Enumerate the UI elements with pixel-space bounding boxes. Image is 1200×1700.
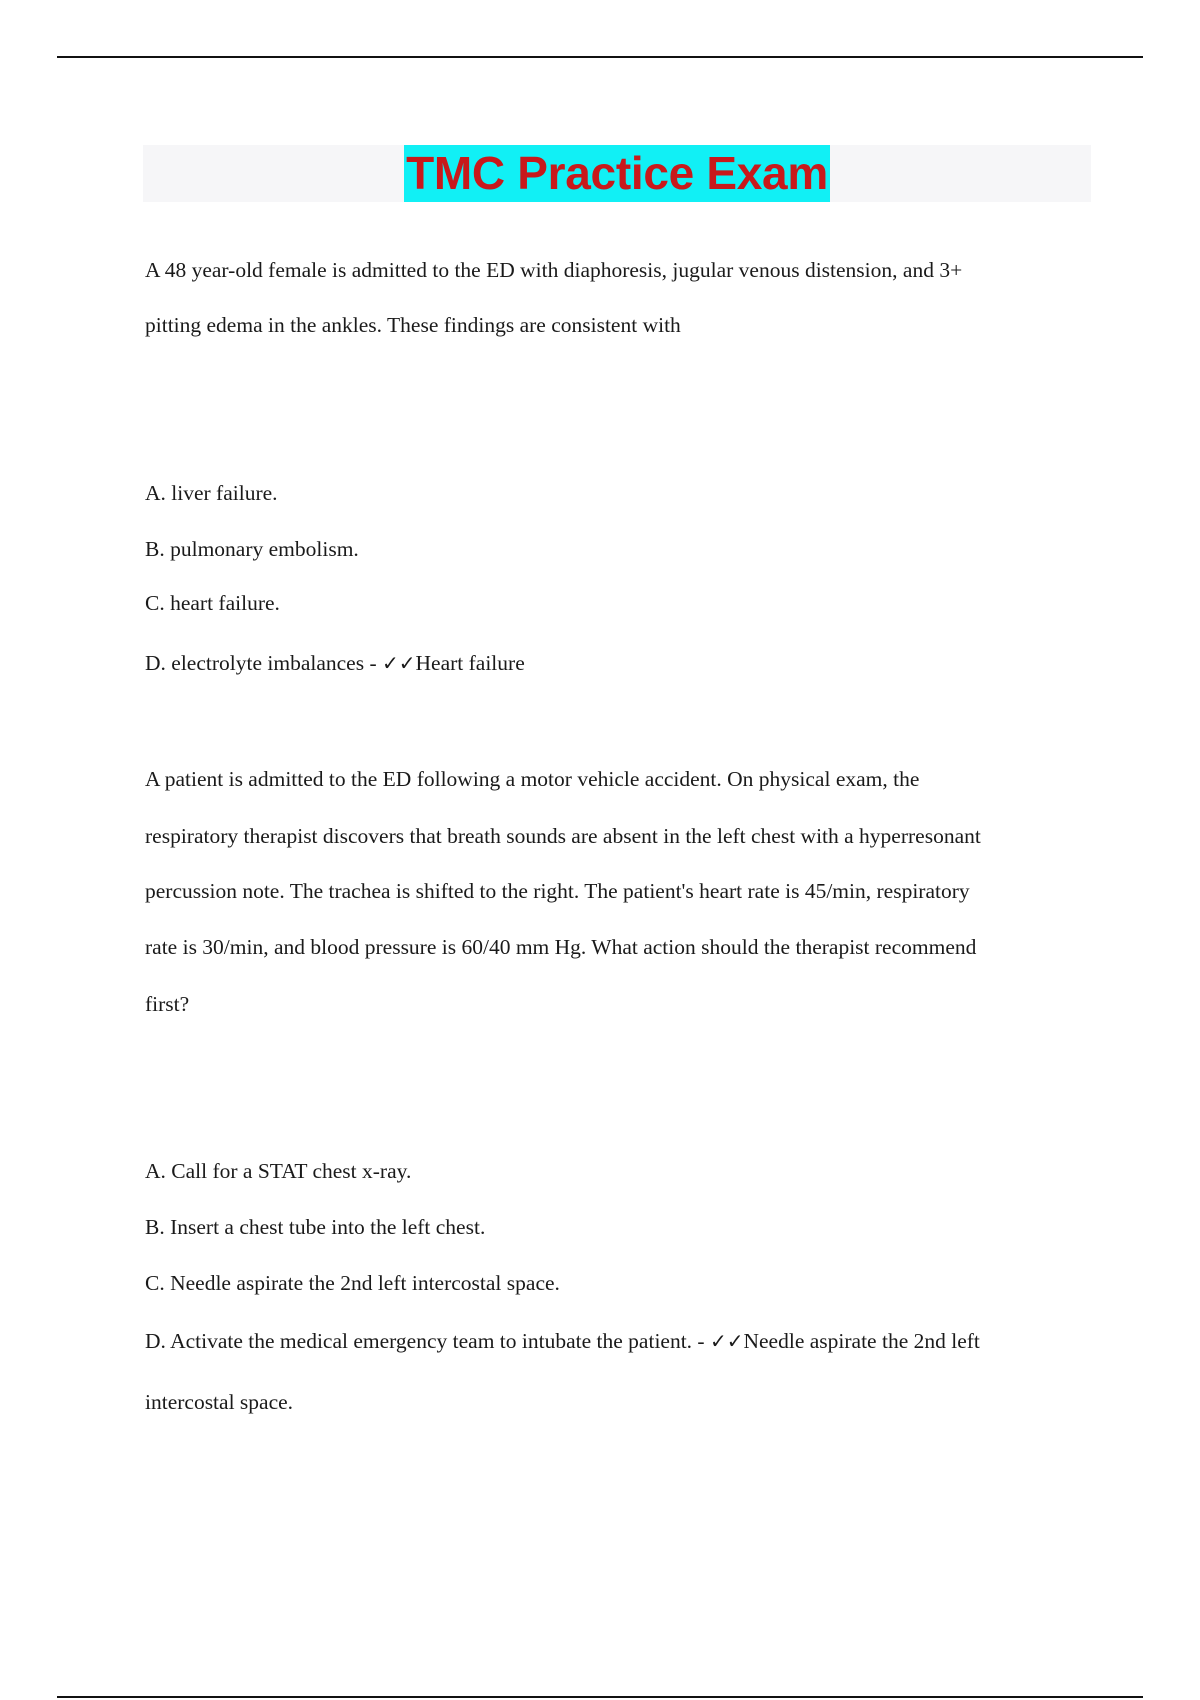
document-title: TMC Practice Exam: [404, 145, 830, 202]
question-2-stem-line: A patient is admitted to the ED following a motor vehicle accident. On physical exam, the: [145, 767, 920, 791]
question-2-option-a: A. Call for a STAT chest x-ray.: [145, 1159, 412, 1183]
question-2-stem-line: percussion note. The trachea is shifted to the right. The patient's heart rate is 45/min, respiratory: [145, 879, 970, 903]
question-1-option-c: C. heart failure.: [145, 591, 280, 615]
question-2-option-c: C. Needle aspirate the 2nd left intercostal space.: [145, 1271, 560, 1295]
question-1-option-a: A. liver failure.: [145, 481, 278, 505]
double-check-icon: ✓✓: [709, 1329, 744, 1353]
title-band: [143, 145, 1091, 202]
question-1-stem-line: A 48 year-old female is admitted to the ED with diaphoresis, jugular venous distension, and 3+: [145, 258, 963, 282]
question-1-stem-line: pitting edema in the ankles. These findings are consistent with: [145, 313, 681, 337]
question-2-option-d: [145, 1327, 980, 1355]
question-2-stem-line: first?: [145, 992, 190, 1016]
question-2-option-b: B. Insert a chest tube into the left chest.: [145, 1215, 486, 1239]
question-2-stem-line: rate is 30/min, and blood pressure is 60/40 mm Hg. What action should the therapist recommend: [145, 935, 977, 959]
question-2-answer-continued: intercostal space.: [145, 1390, 294, 1414]
question-2-option-d-text: D. Activate the medical emergency team to intubate the patient. -: [145, 1329, 710, 1353]
header-rule: [57, 56, 1143, 58]
footer-rule: [57, 1696, 1143, 1698]
question-2-answer: Needle aspirate the 2nd left: [743, 1329, 980, 1353]
question-1-option-d-text: D. electrolyte imbalances -: [145, 651, 382, 675]
question-2-stem-line: respiratory therapist discovers that breath sounds are absent in the left chest with a hyperresonant: [145, 824, 981, 848]
question-1-option-d: [145, 649, 525, 677]
question-1-option-b: B. pulmonary embolism.: [145, 537, 359, 561]
question-1-answer: Heart failure: [415, 651, 525, 675]
double-check-icon: ✓✓: [382, 651, 416, 675]
